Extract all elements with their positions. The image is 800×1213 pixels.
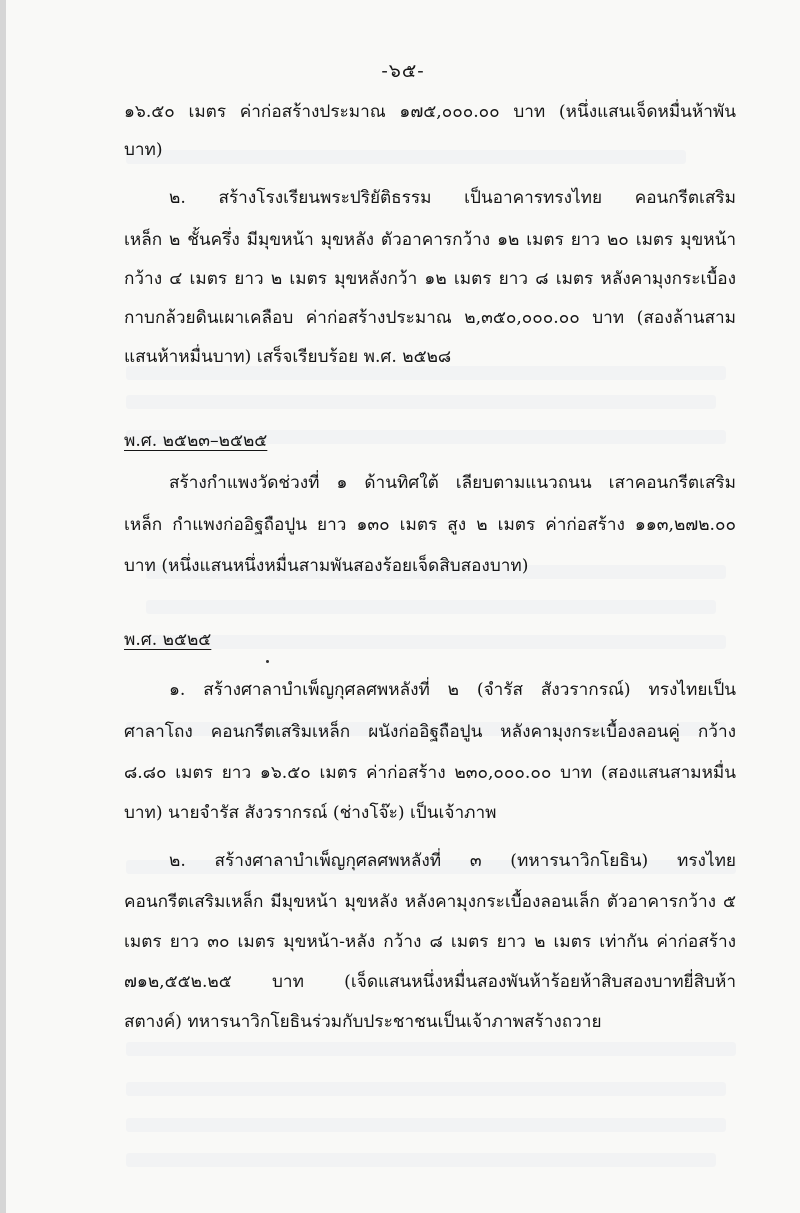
text-line: บาท) (124, 140, 163, 160)
text-line: ๒. สร้างศาลาบำเพ็ญกุศลศพหลังที่ ๓ (ทหารนาวิกโยธิน) ทรงไทย (169, 851, 736, 871)
page-number: -๖๕- (381, 60, 425, 82)
section-heading: พ.ศ. ๒๕๒๕ (124, 630, 212, 650)
text-line: ๗๑๒,๕๕๒.๒๕ บาท (เจ็ดแสนหนึ่งหมื่นสองพันห้าร้อยห้าสิบสองบาทยี่สิบห้า (124, 972, 736, 992)
text-line: เหล็ก ๒ ชั้นครึ่ง มีมุขหน้า มุขหลัง ตัวอาคารกว้าง ๑๒ เมตร ยาว ๒๐ เมตร มุขหน้า (124, 230, 736, 250)
text-line: กว้าง ๔ เมตร ยาว ๒ เมตร มุขหลังกว้า ๑๒ เมตร ยาว ๘ เมตร หลังคามุงกระเบื้อง (124, 269, 736, 289)
text-line: เมตร ยาว ๓๐ เมตร มุขหน้า-หลัง กว้าง ๘ เมตร ยาว ๒ เมตร เท่ากัน ค่าก่อสร้าง (124, 932, 736, 952)
text-line: ศาลาโถง คอนกรีตเสริมเหล็ก ผนังก่ออิฐถือปูน หลังคามุงกระเบื้องลอนคู่ กว้าง (124, 722, 736, 742)
text-line: บาท) นายจำรัส สังวรากรณ์ (ช่างโจ๊ะ) เป็นเจ้าภาพ (124, 803, 497, 823)
text-line: ๒. สร้างโรงเรียนพระปริยัติธรรม เป็นอาคารทรงไทย คอนกรีตเสริม (169, 188, 736, 208)
section-heading: พ.ศ. ๒๕๒๓–๒๕๒๕ (124, 431, 268, 451)
text-line: ๑. สร้างศาลาบำเพ็ญกุศลศพหลังที่ ๒ (จำรัส สังวรากรณ์) ทรงไทยเป็น (169, 680, 736, 700)
text-line: ๘.๘๐ เมตร ยาว ๑๖.๕๐ เมตร ค่าก่อสร้าง ๒๓๐,๐๐๐.๐๐ บาท (สองแสนสามหมื่น (124, 763, 736, 783)
text-line: เหล็ก กำแพงก่ออิฐถือปูน ยาว ๑๓๐ เมตร สูง ๒ เมตร ค่าก่อสร้าง ๑๑๓,๒๗๒.๐๐ (124, 515, 736, 535)
text-line: สตางค์) ทหารนาวิกโยธินร่วมกับประชาชนเป็นเจ้าภาพสร้างถวาย (124, 1012, 602, 1032)
ink-speck (266, 660, 269, 663)
text-line: คอนกรีตเสริมเหล็ก มีมุขหน้า มุขหลัง หลังคามุงกระเบื้องลอนเล็ก ตัวอาคารกว้าง ๕ (124, 892, 736, 912)
text-line: บาท (หนึ่งแสนหนึ่งหมื่นสามพันสองร้อยเจ็ดสิบสองบาท) (124, 556, 529, 576)
text-line: ๑๖.๕๐ เมตร ค่าก่อสร้างประมาณ ๑๗๕,๐๐๐.๐๐ บาท (หนึ่งแสนเจ็ดหมื่นห้าพัน (124, 102, 736, 122)
text-line: สร้างกำแพงวัดช่วงที่ ๑ ด้านทิศใต้ เลียบตามแนวถนน เสาคอนกรีตเสริม (169, 473, 736, 493)
text-line: แสนห้าหมื่นบาท) เสร็จเรียบร้อย พ.ศ. ๒๕๒๘ (124, 347, 452, 367)
text-line: กาบกล้วยดินเผาเคลือบ ค่าก่อสร้างประมาณ ๒,๓๕๐,๐๐๐.๐๐ บาท (สองล้านสาม (124, 308, 736, 328)
